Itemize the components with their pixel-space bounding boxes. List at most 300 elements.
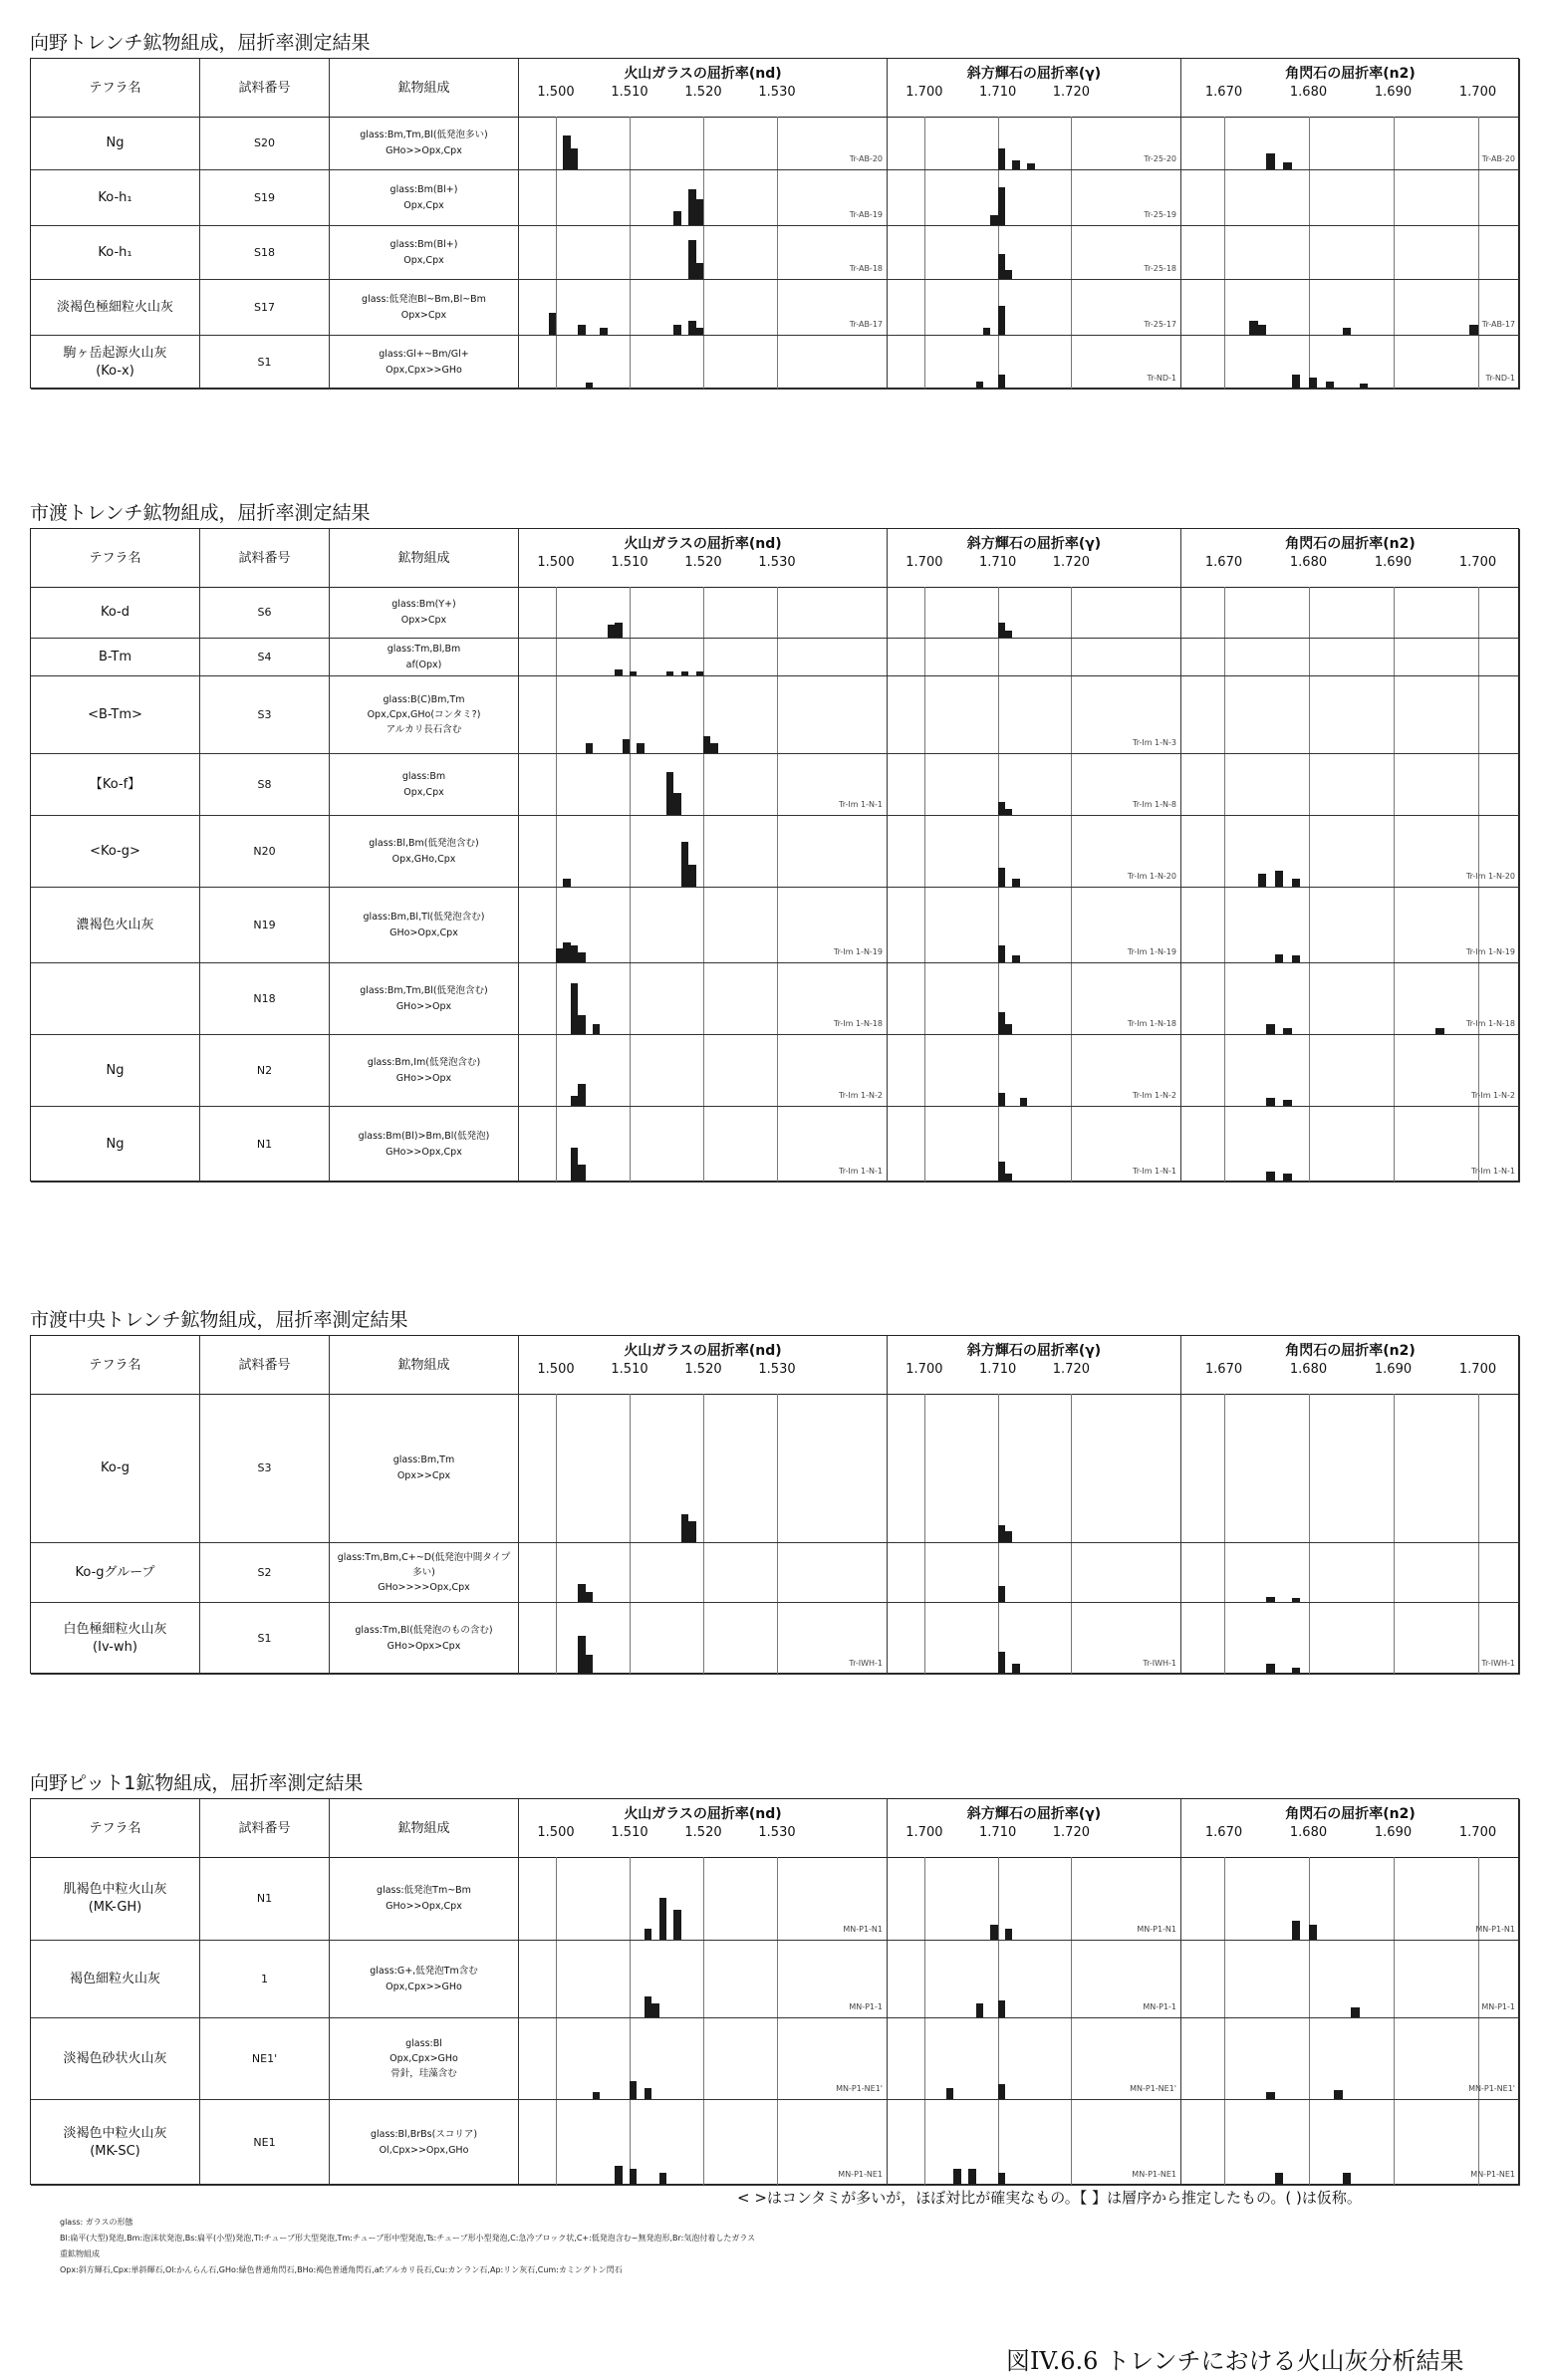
gridline (1071, 336, 1072, 389)
specimen-code: Tr-Im 1-N-2 (1470, 1091, 1515, 1100)
mineral-composition (330, 226, 519, 279)
histogram-bar (615, 623, 622, 638)
gridline (924, 816, 925, 887)
histogram-bar (630, 2081, 637, 2100)
gridline (1071, 2100, 1072, 2185)
gridline (556, 170, 557, 225)
footnote-line: Bl:扁平(大型)発泡,Bm:泡沫状発泡,Bs:扁平(小型)発泡,Tl:チューブ形大型発泡,Tm:チューブ形中型発泡,Ts:チューブ形小型発泡,C:急冷ブロック状,C+:低発泡含む~無発泡形,Br:気泡付着したガラス (60, 2234, 756, 2243)
gridline (1394, 754, 1395, 815)
header-sample-label: 試料番号 (238, 81, 291, 96)
axis-tick-label: 1.680 (1289, 1362, 1328, 1377)
result-table (30, 1335, 1519, 1674)
table-row (31, 816, 1520, 888)
mineral-lines (362, 292, 486, 322)
gridline (1478, 754, 1479, 815)
specimen-code: MN-P1-N1 (1137, 1925, 1176, 1934)
group-header-amph (1181, 59, 1520, 117)
gridline (630, 754, 631, 815)
histogram-bar (688, 865, 695, 887)
table-row (31, 1107, 1520, 1183)
histogram-glass (519, 1107, 888, 1182)
mineral-composition (330, 170, 519, 225)
histogram-bar (1012, 160, 1019, 169)
gridline (1309, 226, 1310, 279)
tephra-name: Ko-g (31, 1394, 200, 1542)
table-row (31, 117, 1520, 170)
specimen-code: Tr-Im 1-N-2 (1132, 1091, 1176, 1100)
gridline (630, 1603, 631, 1674)
histogram-bar (578, 1084, 585, 1106)
gridline (556, 280, 557, 335)
axis-tick-label: 1.720 (1052, 1362, 1090, 1377)
gridline (924, 1603, 925, 1674)
histogram-bar (1266, 153, 1275, 169)
tephra-name (31, 963, 200, 1034)
specimen-code: Tr-Im 1-N-19 (833, 947, 883, 956)
mineral-line: glass:Gl+~Bm/Gl+ (379, 349, 469, 361)
gridline (703, 1035, 704, 1106)
gridline (1394, 1035, 1395, 1106)
header-sample-label: 試料番号 (238, 1821, 291, 1836)
mineral-lines (393, 1453, 454, 1482)
axis-tick-label: 1.520 (684, 555, 722, 570)
gridline (1224, 1543, 1225, 1602)
group-header-glass (519, 529, 888, 587)
gridline (1394, 170, 1395, 225)
mineral-line: glass:Bm(Bl+) (389, 239, 458, 251)
gridline (1224, 1394, 1225, 1542)
gridline (1478, 676, 1479, 753)
sample-number: S17 (200, 280, 330, 335)
table-row (31, 170, 1520, 226)
header-tephra-label: テフラ名 (89, 1821, 141, 1836)
gridline (1224, 587, 1225, 638)
histogram-amph (1181, 2100, 1520, 2185)
gridline (1309, 170, 1310, 225)
specimen-code: Tr-AB-18 (849, 264, 883, 273)
gridline (1224, 1035, 1225, 1106)
histogram-bar (968, 2169, 975, 2185)
axis-tick-label: 1.530 (758, 1825, 796, 1840)
mineral-line: GHo>>Opx,Cpx (386, 1146, 462, 1158)
histogram-opx (888, 117, 1181, 169)
histogram-amph (1181, 1035, 1520, 1106)
histogram-opx (888, 1603, 1181, 1674)
gridline (777, 170, 778, 225)
header-mineral (330, 529, 519, 587)
histogram-bar (998, 254, 1005, 279)
histogram-bar (990, 215, 997, 225)
mineral-lines (379, 347, 468, 377)
histogram-opx (888, 754, 1181, 815)
gridline (1309, 2018, 1310, 2099)
gridline (777, 117, 778, 169)
histogram-bar (998, 1012, 1005, 1034)
histogram-bar (645, 1996, 651, 2017)
gridline (703, 1543, 704, 1602)
sample-number: S20 (200, 117, 330, 169)
mineral-line: Opx,Cpx,GHo(コンタミ?) (367, 708, 481, 720)
header-tephra-label: テフラ名 (89, 551, 141, 566)
tephra-name: 肌褐色中粒火山灰 (MK-GH) (31, 1857, 200, 1940)
gridline (1224, 2100, 1225, 2185)
mineral-line: af(Opx) (405, 659, 442, 670)
histogram-bar (1266, 1024, 1275, 1034)
mineral-line: glass:低発泡Bl~Bm,Bl~Bm (362, 294, 486, 306)
gridline (630, 1107, 631, 1182)
axis-tick-label: 1.510 (611, 1825, 648, 1840)
gridline (1071, 280, 1072, 335)
mineral-lines (355, 1623, 492, 1653)
histogram-amph (1181, 280, 1520, 335)
gridline (1394, 639, 1395, 675)
histogram-glass (519, 1543, 888, 1602)
tephra-name: Ko-gグループ (31, 1543, 200, 1602)
histogram-glass (519, 639, 888, 675)
gridline (1309, 117, 1310, 169)
histogram-bar (1283, 162, 1292, 169)
specimen-code: Tr-AB-17 (1481, 320, 1515, 329)
header-mineral-label: 鉱物組成 (397, 551, 450, 566)
histogram-opx (888, 639, 1181, 675)
gridline (924, 170, 925, 225)
gridline (1224, 226, 1225, 279)
table-row (31, 888, 1520, 963)
histogram-bar (976, 2003, 983, 2017)
mineral-lines (364, 910, 485, 939)
mineral-composition (330, 587, 519, 638)
gridline (1071, 2018, 1072, 2099)
specimen-code: Tr-Im 1-N-3 (1132, 738, 1176, 747)
mineral-line: glass:Bl,Bm(低発泡含む) (369, 838, 479, 850)
histogram-bar (578, 325, 585, 335)
histogram-bar (998, 868, 1005, 887)
table-row (31, 1941, 1520, 2018)
sample-number: S1 (200, 336, 330, 389)
group-header-opx (888, 1336, 1181, 1394)
histogram-bar (1266, 1664, 1275, 1674)
axis-tick-label: 1.710 (979, 555, 1017, 570)
histogram-glass (519, 336, 888, 389)
histogram-bar (998, 148, 1005, 169)
gridline (703, 336, 704, 389)
header-tephra (31, 59, 200, 117)
gridline (1224, 963, 1225, 1034)
gridline (1394, 963, 1395, 1034)
histogram-bar (651, 2003, 658, 2017)
histogram-bar (1283, 1174, 1292, 1182)
gridline (924, 1107, 925, 1182)
histogram-opx (888, 336, 1181, 389)
mineral-lines (388, 642, 461, 671)
histogram-bar (630, 671, 637, 676)
gridline (1071, 754, 1072, 815)
histogram-bar (586, 743, 593, 754)
histogram-bar (998, 1525, 1005, 1542)
gridline (703, 226, 704, 279)
header-sample (200, 59, 330, 117)
gridline (1071, 816, 1072, 887)
gridline (777, 336, 778, 389)
gridline (556, 816, 557, 887)
gridline (924, 639, 925, 675)
histogram-bar (688, 240, 695, 279)
gridline (556, 2100, 557, 2185)
gridline (1394, 2100, 1395, 2185)
sample-number: S18 (200, 226, 330, 279)
table-row (31, 587, 1520, 639)
gridline (998, 676, 999, 753)
footnote-line: 重鉱物組成 (60, 2249, 100, 2258)
tephra-name: <Ko-g> (31, 816, 200, 887)
histogram-bar (946, 2088, 953, 2099)
gridline (924, 117, 925, 169)
mineral-line: glass:Bm (401, 771, 446, 783)
gridline (703, 888, 704, 962)
histogram-bar (571, 1148, 578, 1182)
histogram-bar (1435, 1028, 1444, 1034)
gridline (777, 1941, 778, 2017)
header-tephra (31, 1799, 200, 1857)
mineral-lines (359, 1129, 490, 1159)
axis-tick-label: 1.510 (611, 1362, 648, 1377)
header-tephra (31, 529, 200, 587)
gridline (998, 1857, 999, 1940)
histogram-bar (666, 671, 673, 675)
gridline (1309, 280, 1310, 335)
mineral-line: glass:Tm,Bl(低発泡のもの含む) (355, 1625, 493, 1637)
gridline (1224, 170, 1225, 225)
histogram-bar (1283, 1100, 1292, 1106)
header-mineral (330, 1336, 519, 1394)
tephra-name: Ko-h₁ (31, 226, 200, 279)
gridline (556, 1543, 557, 1602)
histogram-bar (1334, 2090, 1343, 2099)
axis-tick-label: 1.700 (1458, 85, 1497, 100)
histogram-bar (1292, 879, 1301, 887)
gridline (777, 2018, 778, 2099)
gridline (1394, 2018, 1395, 2099)
gridline (777, 888, 778, 962)
histogram-bar (578, 1636, 585, 1674)
table-row (31, 1394, 1520, 1543)
gridline (777, 1035, 778, 1106)
sample-number: N19 (200, 888, 330, 962)
specimen-code: Tr-AB-20 (849, 154, 883, 163)
header-tephra-label: テフラ名 (89, 1358, 141, 1373)
histogram-amph (1181, 816, 1520, 887)
header-mineral (330, 1799, 519, 1857)
histogram-glass (519, 1603, 888, 1674)
table-row (31, 2018, 1520, 2100)
histogram-bar (1275, 871, 1284, 887)
axis-tick-label: 1.710 (979, 1825, 1017, 1840)
mineral-line: glass:低発泡Tm~Bm (377, 1885, 471, 1897)
legend-note: < >はコンタミが多いが，ほぼ対比が確実なもの。【 】は層序から推定したもの。( )は仮称。 (737, 2189, 1362, 2207)
histogram-bar (563, 135, 570, 170)
sample-number: N20 (200, 816, 330, 887)
histogram-bar (578, 1015, 585, 1034)
gridline (1394, 280, 1395, 335)
gridline (703, 1857, 704, 1940)
axis-tick-label: 1.700 (1458, 1362, 1497, 1377)
group-header-glass (519, 59, 888, 117)
gridline (556, 226, 557, 279)
specimen-code: Tr-Im 1-N-18 (1465, 1019, 1515, 1028)
sample-number: NE1' (200, 2018, 330, 2099)
axis-tick-label: 1.700 (1458, 1825, 1497, 1840)
mineral-lines (390, 237, 458, 267)
specimen-code: Tr-25-20 (1144, 154, 1176, 163)
axis-tick-label: 1.520 (684, 1825, 722, 1840)
histogram-bar (600, 328, 607, 335)
gridline (1224, 1603, 1225, 1674)
mineral-lines (369, 836, 478, 866)
mineral-lines (368, 1055, 480, 1085)
mineral-composition (330, 816, 519, 887)
gridline (1394, 587, 1395, 638)
histogram-bar (1005, 809, 1012, 815)
histogram-bar (593, 2092, 600, 2099)
axis-tick-label: 1.700 (905, 555, 943, 570)
histogram-bar (696, 199, 703, 225)
histogram-bar (1005, 1531, 1012, 1542)
mineral-line: GHo>>Opx,Cpx (386, 1900, 462, 1912)
gridline (1478, 226, 1479, 279)
mineral-line: glass:Bm(Bl)>Bm,Bl(低発泡) (358, 1131, 490, 1143)
histogram-glass (519, 1035, 888, 1106)
section-title: 市渡トレンチ鉱物組成，屈折率測定結果 (30, 502, 371, 524)
histogram-amph (1181, 587, 1520, 638)
gridline (630, 639, 631, 675)
mineral-line: Ol,Cpx>>Opx,GHo (379, 2144, 469, 2156)
mineral-line: glass:Bm,Im(低発泡含む) (367, 1057, 481, 1069)
histogram-bar (578, 1165, 585, 1182)
mineral-line: glass:Tm,Bl,Bm (387, 644, 461, 656)
gridline (1478, 587, 1479, 638)
histogram-bar (673, 211, 680, 225)
gridline (1224, 117, 1225, 169)
histogram-bar (1469, 325, 1478, 335)
histogram-bar (1351, 2007, 1360, 2018)
histogram-bar (1292, 1668, 1301, 1674)
mineral-lines (370, 1964, 478, 1993)
specimen-code: Tr-ND-1 (1485, 374, 1515, 383)
gridline (777, 2100, 778, 2185)
histogram-bar (659, 1898, 666, 1940)
gridline (556, 2018, 557, 2099)
tephra-name: 【Ko-f】 (31, 754, 200, 815)
histogram-bar (953, 2169, 960, 2185)
gridline (1224, 1857, 1225, 1940)
gridline (1478, 280, 1479, 335)
histogram-opx (888, 1107, 1181, 1182)
gridline (1071, 888, 1072, 962)
gridline (1224, 888, 1225, 962)
gridline (924, 754, 925, 815)
tephra-name: 白色極細粒火山灰 (Iv-wh) (31, 1603, 200, 1674)
gridline (1224, 754, 1225, 815)
histogram-bar (976, 382, 983, 389)
sample-number: 1 (200, 1941, 330, 2017)
mineral-line: glass:G+,低発泡Tm含む (370, 1966, 478, 1978)
histogram-bar (1275, 2173, 1284, 2185)
specimen-code: Tr-AB-19 (849, 210, 883, 219)
gridline (924, 336, 925, 389)
mineral-line: GHo>Opx>Cpx (387, 1640, 461, 1652)
histogram-amph (1181, 888, 1520, 962)
gridline (630, 280, 631, 335)
gridline (777, 1543, 778, 1602)
gridline (1394, 336, 1395, 389)
axis-tick-label: 1.500 (537, 555, 575, 570)
axis-tick-label: 1.700 (1458, 555, 1497, 570)
gridline (1224, 676, 1225, 753)
histogram-amph (1181, 170, 1520, 225)
specimen-code: Tr-Im 1-N-1 (1470, 1167, 1515, 1176)
gridline (1224, 280, 1225, 335)
mineral-composition (330, 754, 519, 815)
histogram-bar (1005, 1024, 1012, 1034)
gridline (556, 587, 557, 638)
histogram-bar (673, 793, 680, 815)
specimen-code: Tr-Im 1-N-20 (1465, 872, 1515, 881)
mineral-composition (330, 1857, 519, 1940)
gridline (630, 1035, 631, 1106)
specimen-code: Tr-25-17 (1144, 320, 1176, 329)
gridline (556, 117, 557, 169)
tephra-name: 淡褐色砂状火山灰 (31, 2018, 200, 2099)
mineral-line: アルカリ長石含む (386, 724, 462, 736)
histogram-bar (659, 2173, 666, 2185)
histogram-bar (1343, 2173, 1352, 2185)
gridline (1071, 963, 1072, 1034)
mineral-line: glass:Bm(Y+) (391, 599, 456, 611)
gridline (703, 587, 704, 638)
histogram-bar (563, 942, 570, 962)
histogram-bar (710, 743, 717, 754)
result-table (30, 58, 1519, 389)
tephra-name: Ko-h₁ (31, 170, 200, 225)
gridline (924, 1543, 925, 1602)
sample-number: S3 (200, 1394, 330, 1542)
table-row (31, 280, 1520, 336)
tephra-name: Ng (31, 1035, 200, 1106)
gridline (703, 1603, 704, 1674)
gridline (924, 1941, 925, 2017)
histogram-amph (1181, 1543, 1520, 1602)
specimen-code: Tr-Im 1-N-1 (838, 1167, 883, 1176)
gridline (924, 587, 925, 638)
table-row (31, 336, 1520, 390)
mineral-line: Opx>Cpx (400, 309, 447, 321)
mineral-line: GHo>>Opx (395, 1072, 452, 1084)
gridline (1394, 816, 1395, 887)
histogram-bar (1266, 1597, 1275, 1602)
histogram-bar (549, 313, 556, 335)
gridline (630, 816, 631, 887)
gridline (1394, 888, 1395, 962)
histogram-bar (1005, 1174, 1012, 1182)
mineral-lines (334, 1550, 514, 1596)
histogram-bar (615, 2166, 622, 2186)
histogram-bar (998, 1652, 1005, 1674)
specimen-code: Tr-25-19 (1144, 210, 1176, 219)
gridline (703, 1107, 704, 1182)
histogram-opx (888, 226, 1181, 279)
gridline (630, 963, 631, 1034)
histogram-bar (688, 321, 695, 335)
